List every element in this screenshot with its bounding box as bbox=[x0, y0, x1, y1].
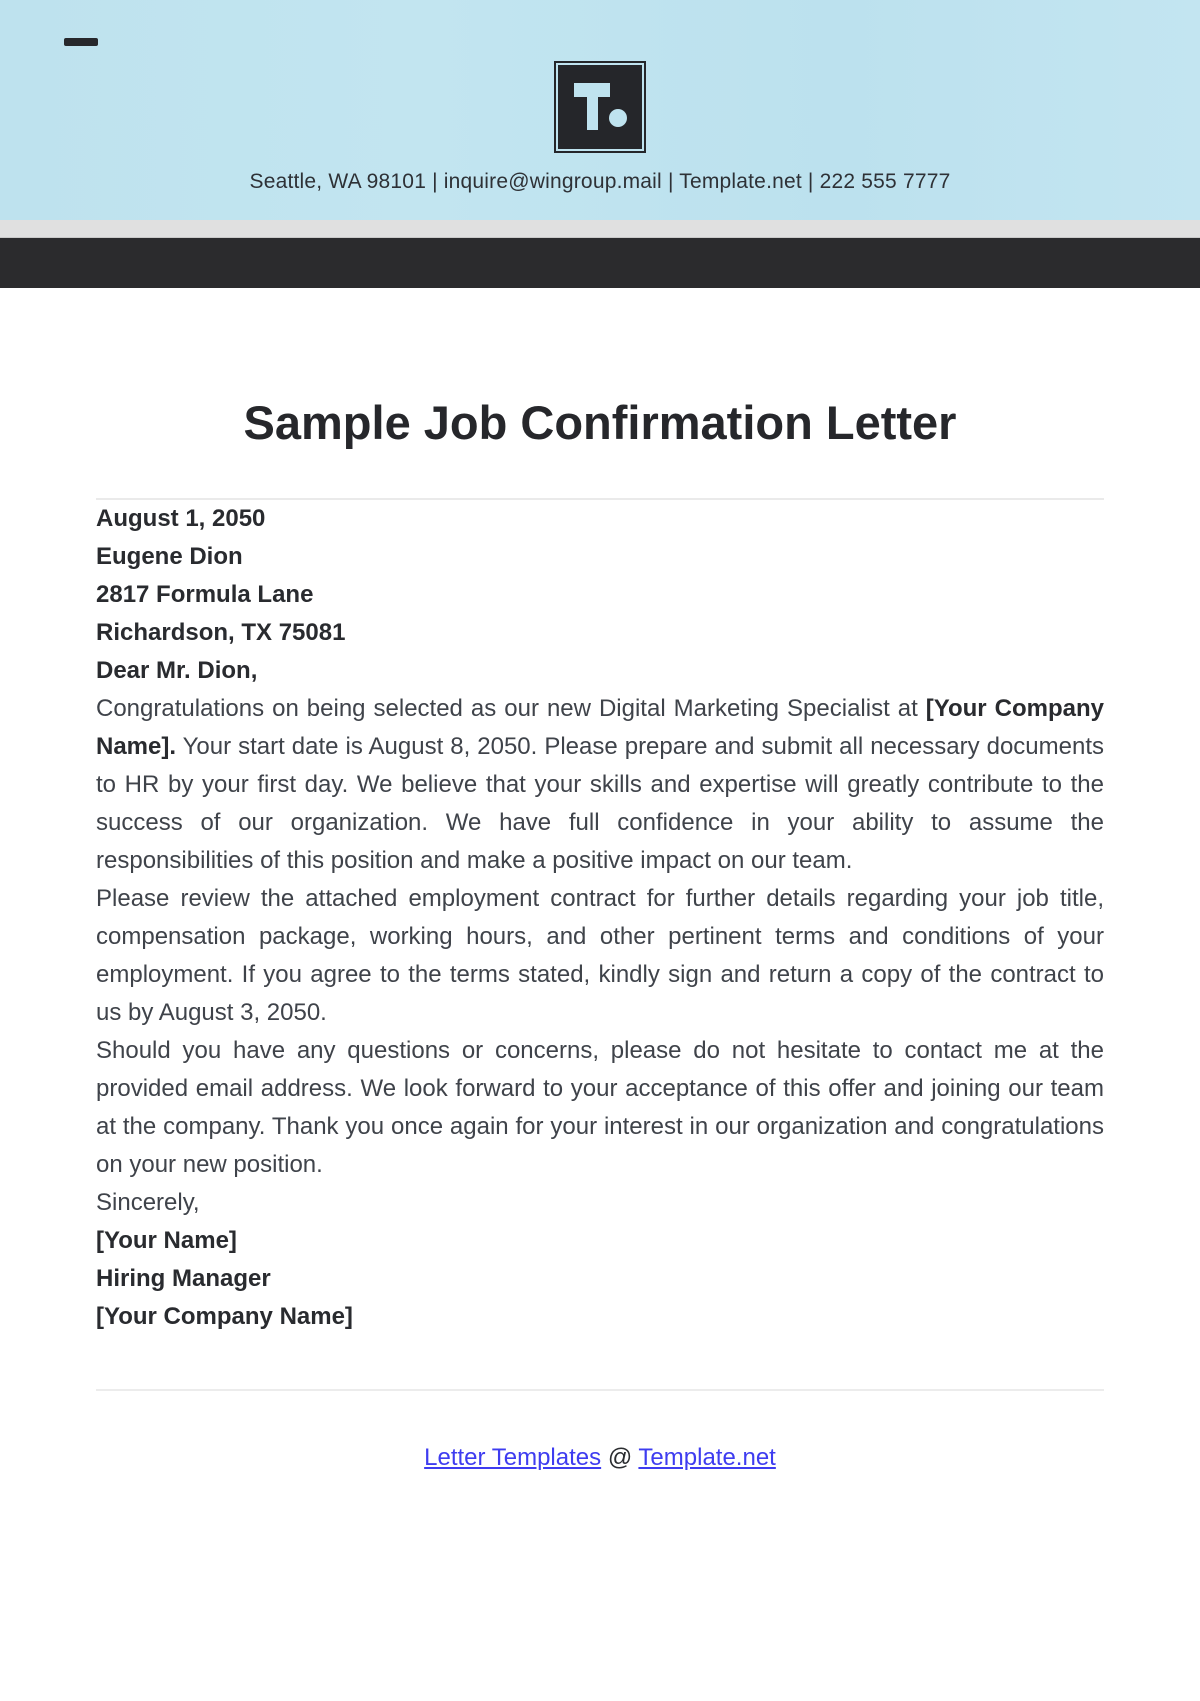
gray-band bbox=[0, 220, 1200, 238]
brand-logo bbox=[554, 61, 646, 153]
footer-separator: @ bbox=[607, 1444, 633, 1471]
closing: Sincerely, bbox=[96, 1189, 200, 1216]
paragraph-2: Please review the attached employment contract for further details regarding your job title, compensation package, working hours, and other pertinent terms and conditions of your employment. If you agree to the terms stated, kindly sign and return a copy of the contract to us by August 3, 2050. bbox=[96, 885, 1104, 1026]
paragraph-1 bbox=[96, 690, 1104, 880]
contact-line: Seattle, WA 98101 | inquire@wingroup.mail | Template.net | 222 555 7777 bbox=[249, 170, 951, 193]
dark-band bbox=[0, 238, 1200, 288]
recipient-name: Eugene Dion bbox=[96, 543, 243, 570]
letter-templates-link[interactable]: Letter Templates bbox=[424, 1444, 602, 1471]
template-net-link[interactable]: Template.net bbox=[638, 1444, 776, 1471]
page-title: Sample Job Confirmation Letter bbox=[243, 396, 957, 449]
recipient-address-line2: Richardson, TX 75081 bbox=[96, 619, 346, 646]
letter-date: August 1, 2050 bbox=[96, 505, 266, 532]
t-dot-logo-icon bbox=[558, 65, 642, 149]
salutation: Dear Mr. Dion, bbox=[96, 657, 258, 684]
company-name-placeholder: [Your Company Name]. bbox=[96, 695, 1104, 760]
signature-title: Hiring Manager bbox=[96, 1265, 271, 1292]
window-dash bbox=[64, 38, 98, 46]
paragraph-1-text-cont: Your start date is August 8, 2050. Please prepare and submit all necessary documents to HR by your first day. We believe that your skills and expertise will greatly contribute to the success of our organization. We have full confidence in your ability to assume the responsibilities of this position and make a positive impact on our team. bbox=[96, 733, 1104, 874]
letterhead bbox=[0, 0, 1200, 220]
date-and-recipient-block bbox=[96, 500, 1104, 576]
paragraph-1-text: Congratulations on being selected as our new Digital Marketing Specialist at bbox=[96, 695, 926, 722]
signature-name: [Your Name] bbox=[96, 1227, 237, 1254]
letter-page bbox=[0, 394, 1200, 1517]
footer-attribution bbox=[96, 1439, 1104, 1477]
paragraph-3: Should you have any questions or concerns, please do not hesitate to contact me at the provided email address. We look forward to your acceptance of this offer and joining our team at the company. Thank you once again for your interest in our organization and congratulations on your new position. bbox=[96, 1037, 1104, 1178]
recipient-address-line1: 2817 Formula Lane bbox=[96, 581, 314, 608]
bottom-divider bbox=[96, 1389, 1104, 1391]
signature-company: [Your Company Name] bbox=[96, 1303, 353, 1330]
letter-body bbox=[96, 500, 1104, 1336]
brand-logo-frame bbox=[556, 63, 644, 151]
